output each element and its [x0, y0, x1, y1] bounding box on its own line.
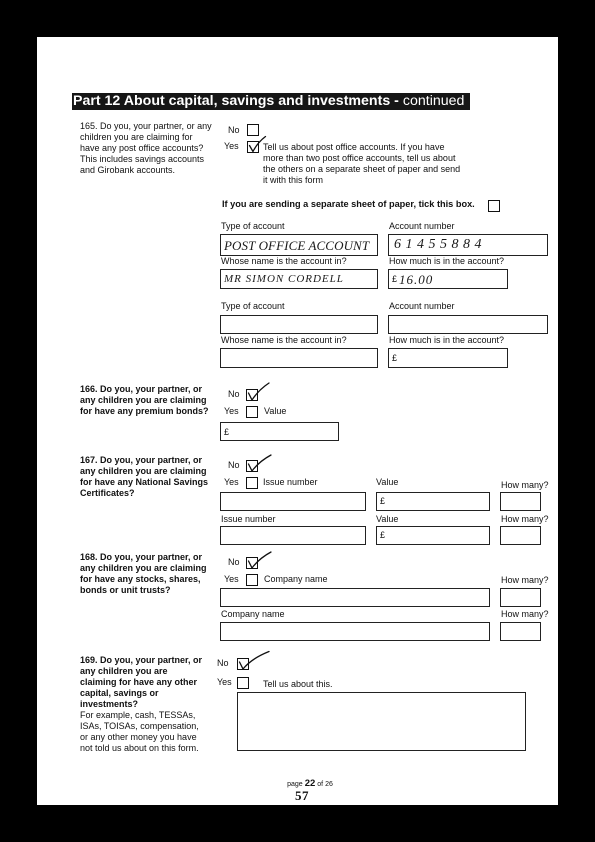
q166-no-checkbox[interactable]: [246, 389, 258, 401]
account1-number-value: 61455884: [394, 237, 486, 252]
q168-question: 168. Do you, your partner, or any children you are claiming for have any stocks, shares, bonds or unit trusts?: [80, 552, 207, 595]
account2-number-field[interactable]: [388, 315, 548, 334]
separate-sheet-label: If you are sending a separate sheet of paper, tick this box.: [222, 199, 475, 209]
account2-number-label: Account number: [389, 301, 455, 311]
q167-how-many-label-1: How many?: [501, 480, 549, 490]
q168-how-many-field-1[interactable]: [500, 588, 541, 607]
q167-issue-label-1: Issue number: [263, 477, 318, 487]
q167-how-many-field-1[interactable]: [500, 492, 541, 511]
separate-sheet-checkbox[interactable]: [488, 200, 500, 212]
q166-value-label: Value: [264, 406, 287, 416]
account1-amount-label: How much is in the account?: [389, 256, 505, 266]
account1-amount-field[interactable]: [388, 269, 508, 289]
currency-symbol: £: [392, 353, 398, 363]
q167-no-checkbox[interactable]: [246, 460, 258, 472]
q167-value-field-1[interactable]: [376, 492, 490, 511]
page-number: 22: [304, 778, 316, 789]
account1-name-value: MR SIMON CORDELL: [224, 273, 344, 285]
q168-yes-checkbox[interactable]: [246, 574, 258, 586]
account1-amount-value: 16.00: [399, 272, 434, 287]
page-stamp: 57: [295, 788, 309, 803]
page-word: page: [287, 781, 303, 788]
q165-instruction: Tell us about post office accounts. If you have more than two post office accounts, tell us about the others on a separate sheet of paper and send it with this form: [263, 142, 461, 185]
q167-issue-label-2: Issue number: [221, 514, 276, 524]
q169-no-label: No: [217, 658, 229, 668]
account2-amount-field[interactable]: [388, 348, 508, 368]
account2-name-field[interactable]: [220, 348, 378, 368]
account1-number-field[interactable]: [388, 234, 548, 256]
section-title: Part 12 About capital, savings and investments -: [73, 93, 399, 109]
page-total: of 26: [317, 781, 333, 788]
account2-type-field[interactable]: [220, 315, 378, 334]
q166-value-field[interactable]: [220, 422, 339, 441]
q165-yes-checkbox[interactable]: [247, 141, 259, 153]
q167-value-field-2[interactable]: [376, 526, 490, 545]
q167-value-label-2: Value: [376, 514, 399, 524]
account2-amount-label: How much is in the account?: [389, 335, 505, 345]
currency-symbol: £: [224, 427, 230, 437]
q167-yes-label: Yes: [224, 477, 239, 487]
account2-name-label: Whose name is the account in?: [221, 335, 347, 345]
currency-symbol: £: [392, 274, 398, 284]
q168-how-many-field-2[interactable]: [500, 622, 541, 641]
q167-how-many-field-2[interactable]: [500, 526, 541, 545]
account1-number-label: Account number: [389, 221, 455, 231]
q168-how-many-label-1: How many?: [501, 575, 549, 585]
account1-type-label: Type of account: [221, 221, 285, 231]
q167-question: 167. Do you, your partner, or any children you are claiming for have any National Savings Certificates?: [80, 455, 209, 498]
q169-tell-us-label: Tell us about this.: [263, 679, 333, 689]
q166-question: 166. Do you, your partner, or any children you are claiming for have any premium bonds?: [80, 384, 209, 416]
account1-name-field[interactable]: [220, 269, 378, 289]
q167-how-many-label-2: How many?: [501, 514, 549, 524]
q169-yes-checkbox[interactable]: [237, 677, 249, 689]
section-continued: continued: [402, 93, 465, 109]
q165-no-label: No: [228, 125, 240, 135]
q166-no-label: No: [228, 389, 240, 399]
q169-no-checkbox[interactable]: [237, 658, 249, 670]
q169-examples: For example, cash, TESSAs, ISAs, TOISAs, compensation, or any other money you have not told us about on this form.: [80, 710, 199, 753]
q165-question: 165. Do you, your partner, or any children you are claiming for have any post office accounts? This includes savings accounts and Girobank accounts.: [80, 121, 212, 175]
q168-company-field-1[interactable]: [220, 588, 490, 607]
q168-no-label: No: [228, 557, 240, 567]
q167-no-label: No: [228, 460, 240, 470]
account1-type-field[interactable]: [220, 234, 378, 256]
account1-type-value: POST OFFICE ACCOUNT: [224, 238, 370, 253]
q166-yes-label: Yes: [224, 406, 239, 416]
q168-yes-label: Yes: [224, 574, 239, 584]
account1-name-label: Whose name is the account in?: [221, 256, 347, 266]
currency-symbol: £: [380, 496, 386, 506]
q168-no-checkbox[interactable]: [246, 557, 258, 569]
q166-yes-checkbox[interactable]: [246, 406, 258, 418]
q165-yes-label: Yes: [224, 141, 239, 151]
q167-value-label-1: Value: [376, 477, 399, 487]
account2-type-label: Type of account: [221, 301, 285, 311]
q168-company-label-1: Company name: [264, 574, 328, 584]
currency-symbol: £: [380, 530, 386, 540]
q167-issue-field-1[interactable]: [220, 492, 366, 511]
q168-company-label-2: Company name: [221, 609, 285, 619]
q168-how-many-label-2: How many?: [501, 609, 549, 619]
q169-details-field[interactable]: [237, 692, 526, 751]
q168-company-field-2[interactable]: [220, 622, 490, 641]
q169-question: 169. Do you, your partner, or any children you are claiming for have any other capital, savings or investments?: [80, 655, 203, 709]
q165-no-checkbox[interactable]: [247, 124, 259, 136]
q167-issue-field-2[interactable]: [220, 526, 366, 545]
q169-yes-label: Yes: [217, 677, 232, 687]
section-header: [72, 93, 470, 110]
q167-yes-checkbox[interactable]: [246, 477, 258, 489]
